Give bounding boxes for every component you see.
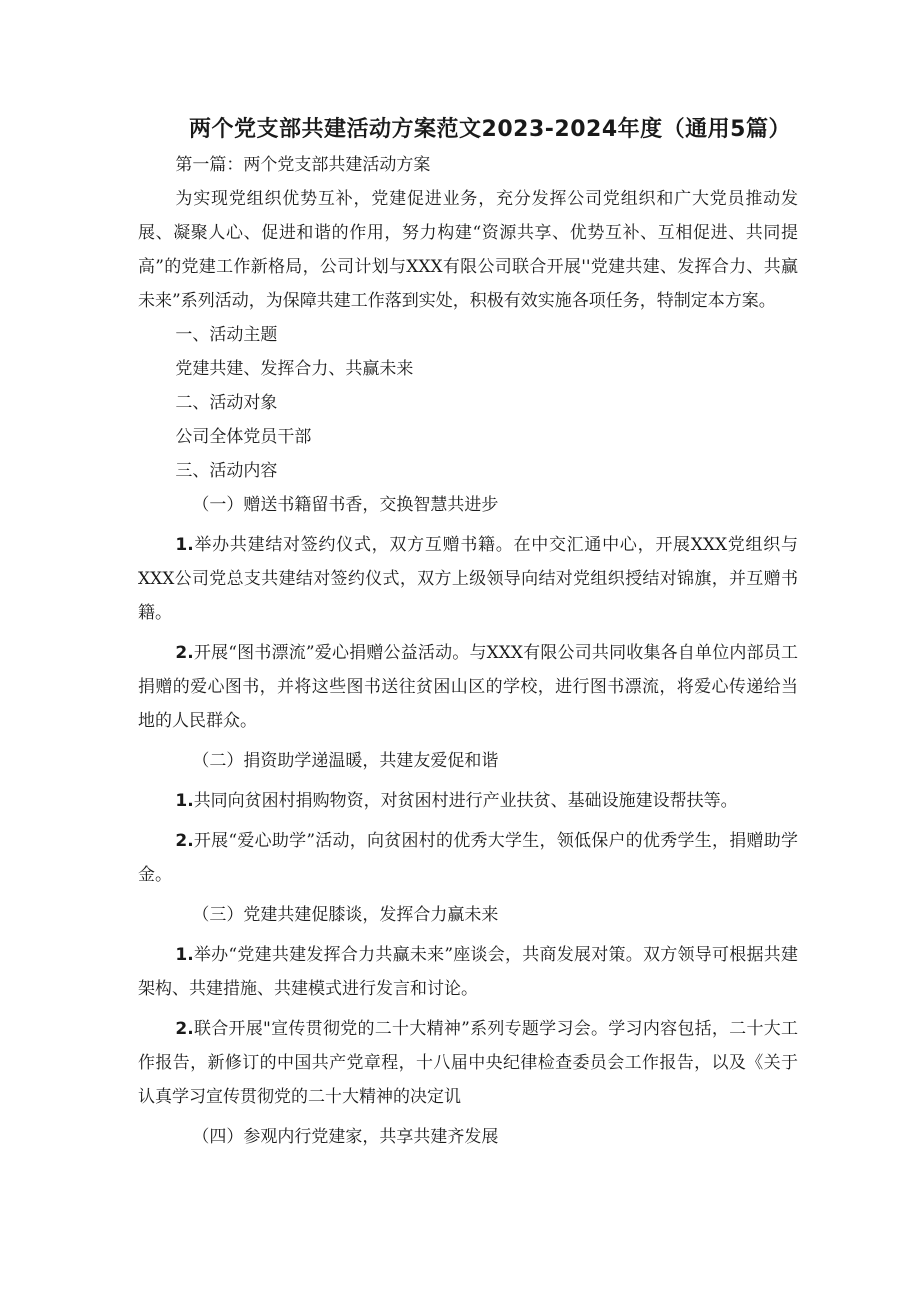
subsection-2-item-2 [138, 824, 798, 892]
subsection-1-item-2 [138, 636, 798, 738]
item-text: 开展“图书漂流”爱心捐赠公益活动。与XXX有限公司共同收集各自单位内部员工捐赠的爱心图书，并将这些图书送往贫困山区的学校，进行图书漂流，将爱心传递给当地的人民群众。 [138, 643, 798, 731]
document-body [138, 148, 798, 1154]
item-text: 举办“党建共建发挥合力共赢未来”座谈会，共商发展对策。双方领导可根据共建架构、共建措施、共建模式进行发言和讨论。 [138, 945, 798, 999]
item-number: 2. [175, 1019, 194, 1039]
item-text: 举办共建结对签约仪式，双方互赠书籍。在中交汇通中心，开展XXX党组织与XXX公司党总支共建结对签约仪式，双方上级领导向结对党组织授结对锦旗，并互赠书籍。 [138, 535, 798, 623]
section-1-text: 党建共建、发挥合力、共赢未来 [175, 359, 414, 379]
first-article-heading: 第一篇：两个党支部共建活动方案 [175, 155, 431, 175]
subsection-4-heading: （四）参观内行党建家，共享共建齐发展 [192, 1127, 499, 1147]
item-text: 共同向贫困村捐购物资，对贫困村进行产业扶贫、基础设施建设帮扶等。 [193, 791, 738, 811]
subsection-1-item-1 [138, 528, 798, 630]
item-text: 联合开展"宣传贯彻党的二十大精神”系列专题学习会。学习内容包括，二十大工作报告，新修订的中国共产党章程，十八届中央纪律检查委员会工作报告，以及《关于认真学习宣传贯彻党的二十大精神的决定讥 [138, 1019, 798, 1107]
section-3-heading: 三、活动内容 [175, 461, 278, 481]
subsection-3-heading: （三）党建共建促膝谈，发挥合力赢未来 [192, 905, 499, 925]
subsection-1-heading: （一）赠送书籍留书香，交换智慧共进步 [192, 495, 499, 515]
item-number: 1. [175, 535, 194, 555]
section-1-heading: 一、活动主题 [175, 325, 278, 345]
subsection-2-heading: （二）捐资助学递温暖，共建友爱促和谐 [192, 751, 499, 771]
item-text: 开展“爱心助学”活动，向贫困村的优秀大学生，领低保户的优秀学生，捐赠助学金。 [138, 831, 798, 885]
item-number: 1. [175, 791, 194, 811]
subsection-3-item-2 [138, 1012, 798, 1114]
subsection-3-item-1 [138, 938, 798, 1006]
item-number: 2. [175, 643, 194, 663]
subsection-2-item-1 [138, 784, 798, 818]
section-2-heading: 二、活动对象 [175, 393, 278, 413]
section-2-text: 公司全体党员干部 [175, 427, 312, 447]
item-number: 1. [175, 945, 194, 965]
intro-paragraph: 为实现党组织优势互补，党建促进业务，充分发挥公司党组织和广大党员推动发展、凝聚人心、促进和谐的作用，努力构建“资源共享、优势互补、互相促进、共同提高”的党建工作新格局，公司计划与XXX有限公司联合开展''党建共建、发挥合力、共赢未来”系列活动，为保障共建工作落到实处，积极有效实施各项任务，特制定本方案。 [138, 189, 798, 311]
item-number: 2. [175, 831, 194, 851]
document-title: 两个党支部共建活动方案范文2023-2024年度（通用5篇） [189, 117, 791, 142]
